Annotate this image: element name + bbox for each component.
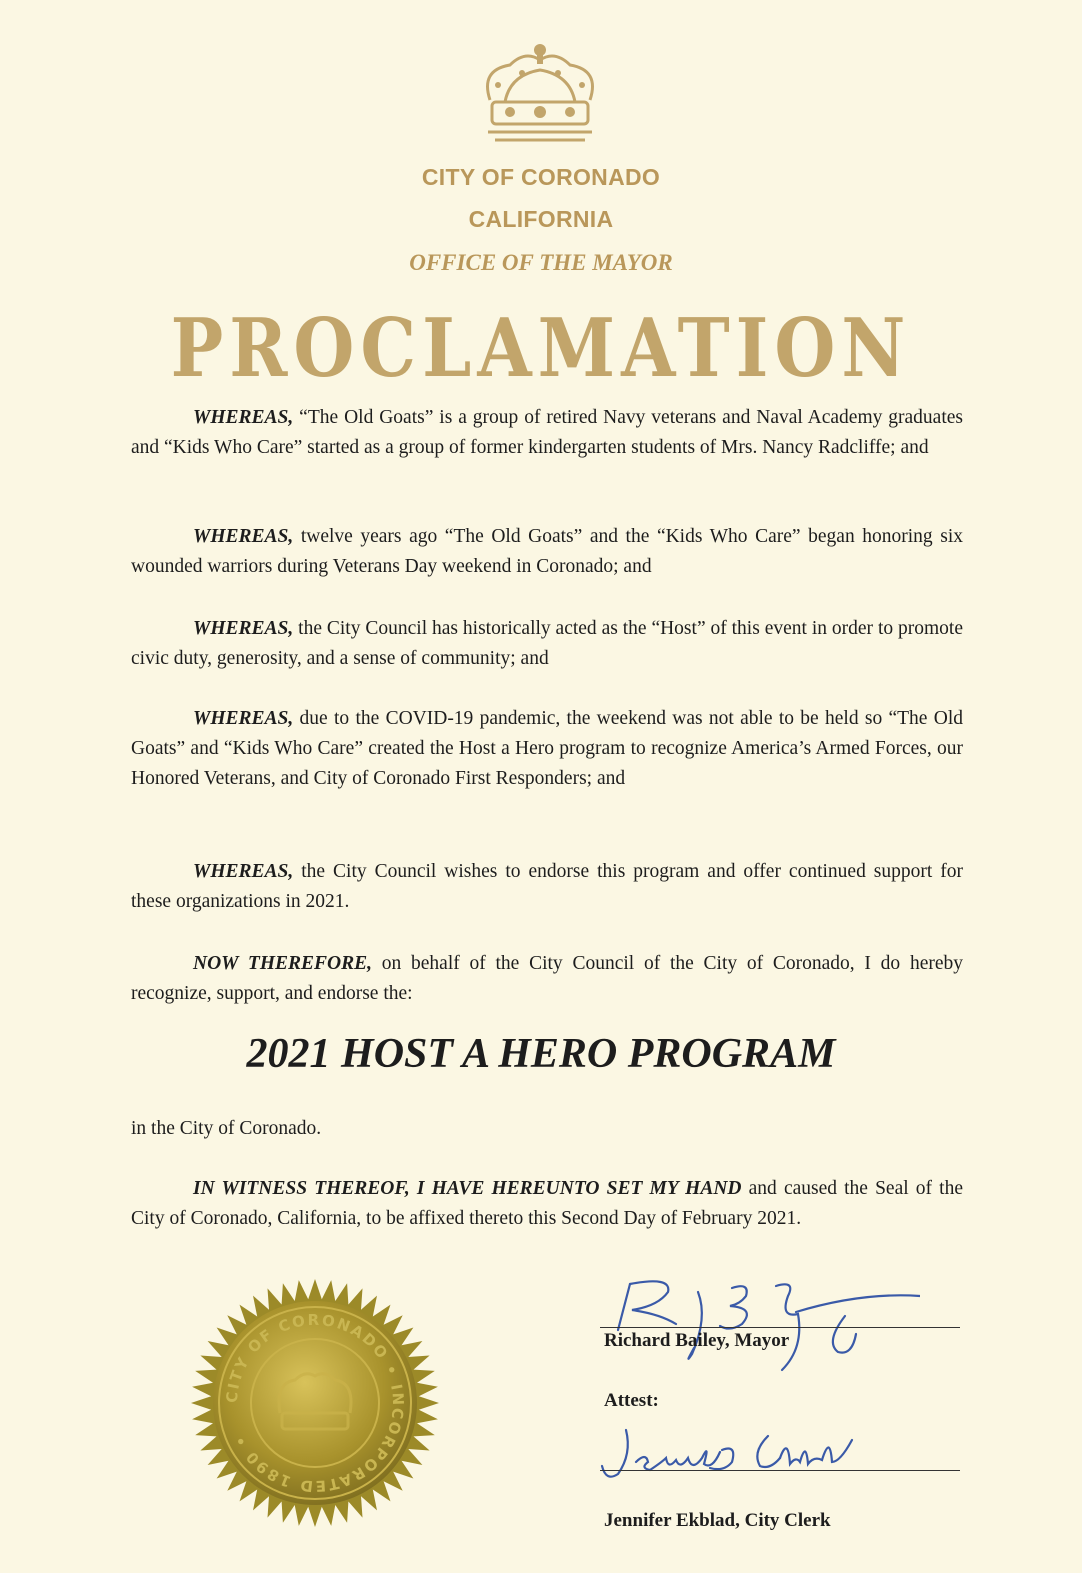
crown-emblem-icon — [470, 40, 610, 150]
whereas-paragraph-2: WHEREAS, twelve years ago “The Old Goats” and the “Kids Who Care” began honoring six wounded warriors during Veterans Day weekend in Coronado; and — [131, 526, 963, 577]
mayor-signature — [600, 1262, 920, 1382]
city-seal — [190, 1278, 440, 1528]
whereas-paragraph-5: WHEREAS, the City Council wishes to endorse this program and offer continued support for these organizations in 2021. — [131, 861, 963, 912]
mayor-signature-line — [600, 1327, 960, 1328]
city-name: CITY OF CORONADO — [421, 164, 661, 190]
attest-label: Attest: — [604, 1390, 659, 1411]
whereas-paragraph-3: WHEREAS, the City Council has historically acted as the “Host” of this event in order to promote civic duty, generosity, and a sense of community; and — [131, 618, 963, 669]
clerk-name: Jennifer Ekblad, City Clerk — [604, 1510, 831, 1531]
seal-text: CITY OF CORONADO • INCORPORATED 1890 • — [222, 1310, 408, 1496]
office-title: OFFICE OF THE MAYOR — [409, 250, 673, 275]
now-therefore-paragraph: NOW THEREFORE, on behalf of the City Council of the City of Coronado, I do hereby recognize, support, and endorse the: — [131, 953, 964, 1004]
program-title: 2021 HOST A HERO PROGRAM — [246, 1031, 836, 1077]
proclamation-title: PROCLAMATION — [170, 300, 912, 396]
mayor-name: Richard Bailey, Mayor — [604, 1330, 790, 1351]
clerk-signature — [592, 1422, 922, 1502]
witness-paragraph: IN WITNESS THEREOF, I HAVE HEREUNTO SET MY HAND and caused the Seal of the City of Coronado, California, to be affixed thereto this Second Day of February 2021. — [131, 1178, 963, 1229]
closing-line: in the City of Coronado. — [131, 1118, 322, 1139]
whereas-paragraph-1: WHEREAS, “The Old Goats” is a group of retired Navy veterans and Naval Academy graduates and “Kids Who Care” started as a group of former kindergarten students of Mrs. Nancy Radcliffe; and — [131, 407, 963, 458]
clerk-signature-line — [600, 1470, 960, 1471]
state-name: CALIFORNIA — [468, 206, 614, 232]
whereas-paragraph-4: WHEREAS, due to the COVID-19 pandemic, the weekend was not able to be held so “The Old Goats” and “Kids Who Care” created the Host a Hero program to recognize America’s Armed Forces, our Honored Veterans, and City of Coronado First Responders; and — [131, 708, 963, 789]
